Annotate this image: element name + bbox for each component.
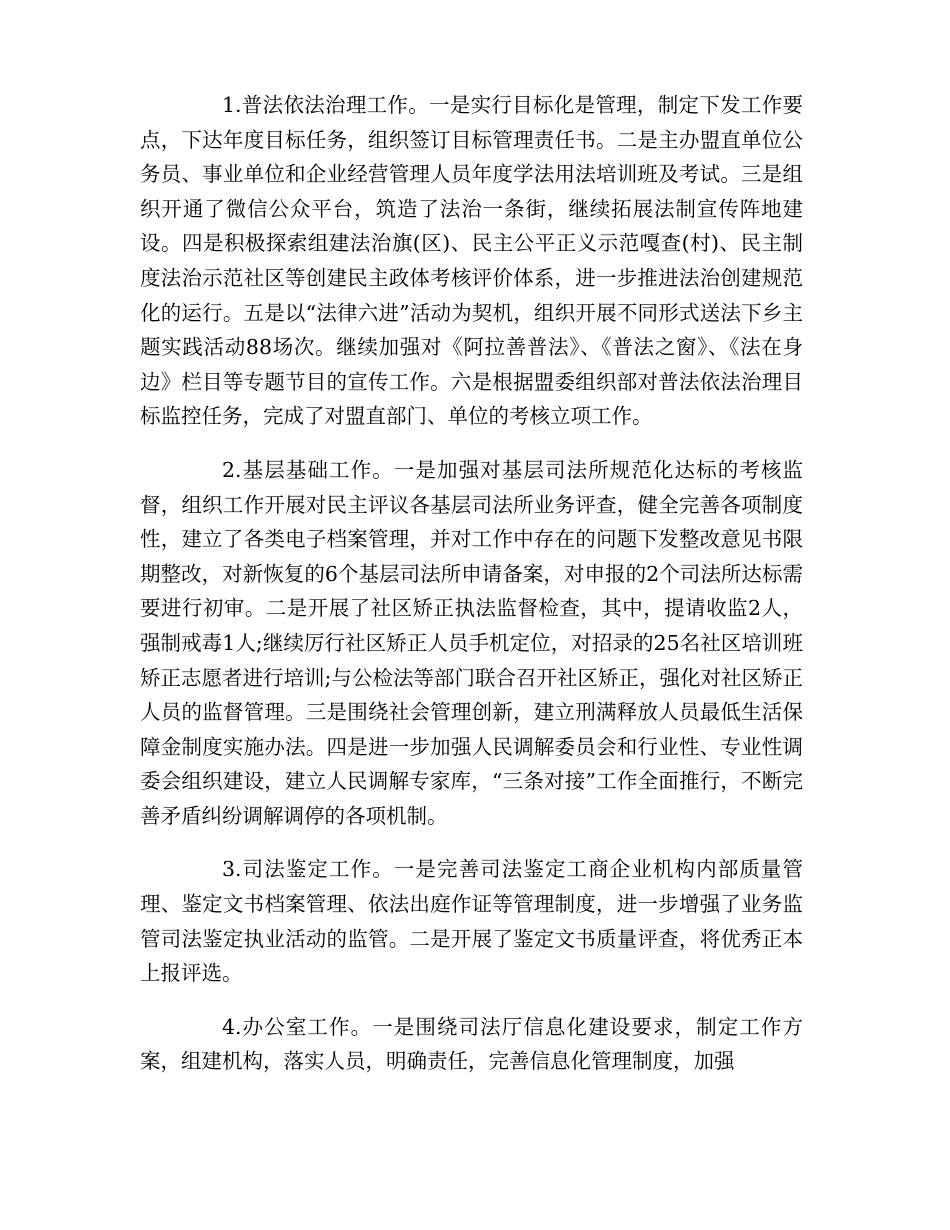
paragraph-grassroots-work: 2.基层基础工作。一是加强对基层司法所规范化达标的考核监督，组织工作开展对民主评议各基层司法所业务评查，健全完善各项制度性，建立了各类电子档案管理，并对工作中存在的问题下发整改意见书限期整改，对新恢复的6个基层司法所申请备案，对申报的2个司法所达标需要进行初审。二是开展了社区矫正执法监督检查，其中，提请收监2人，强制戒毒1人;继续厉行社区矫正人员手机定位，对招录的25名社区培训班矫正志愿者进行培训;与公检法等部门联合召开社区矫正，强化对社区矫正人员的监督管理。三是围绕社会管理创新，建立刑满释放人员最低生活保障金制度实施办法。四是进一步加强人民调解委员会和行业性、专业性调委会组织建设，建立人民调解专家库，“三条对接”工作全面推行，不断完善矛盾纠纷调解调停的各项机制。 [140,457,803,828]
paragraph-judicial-appraisal: 3.司法鉴定工作。一是完善司法鉴定工商企业机构内部质量管理、鉴定文书档案管理、依法出庭作证等管理制度，进一步增强了业务监管司法鉴定执业活动的监管。二是开展了鉴定文书质量评查，将优秀正本上报评选。 [140,857,803,986]
paragraph-office-work: 4.办公室工作。一是围绕司法厅信息化建设要求，制定工作方案，组建机构，落实人员，明确责任，完善信息化管理制度，加强 [140,1014,803,1074]
paragraph-legal-education: 1.普法依法治理工作。一是实行目标化是管理，制定下发工作要点，下达年度目标任务，组织签订目标管理责任书。二是主办盟直单位公务员、事业单位和企业经营管理人员年度学法用法培训班及考试。三是组织开通了微信公众平台，筑造了法治一条街，继续拓展法制宣传阵地建设。四是积极探索组建法治旗(区)、民主公平正义示范嘎查(村)、民主制度法治示范社区等创建民主政体考核评价体系，进一步推进法治创建规范化的运行。五是以“法律六进”活动为契机，组织开展不同形式送法下乡主题实践活动88场次。继续加强对《阿拉善普法》、《普法之窗》、《法在身边》栏目等专题节目的宣传工作。六是根据盟委组织部对普法依法治理目标监控任务，完成了对盟直部门、单位的考核立项工作。 [140,93,803,429]
document-body [140,88,803,1098]
